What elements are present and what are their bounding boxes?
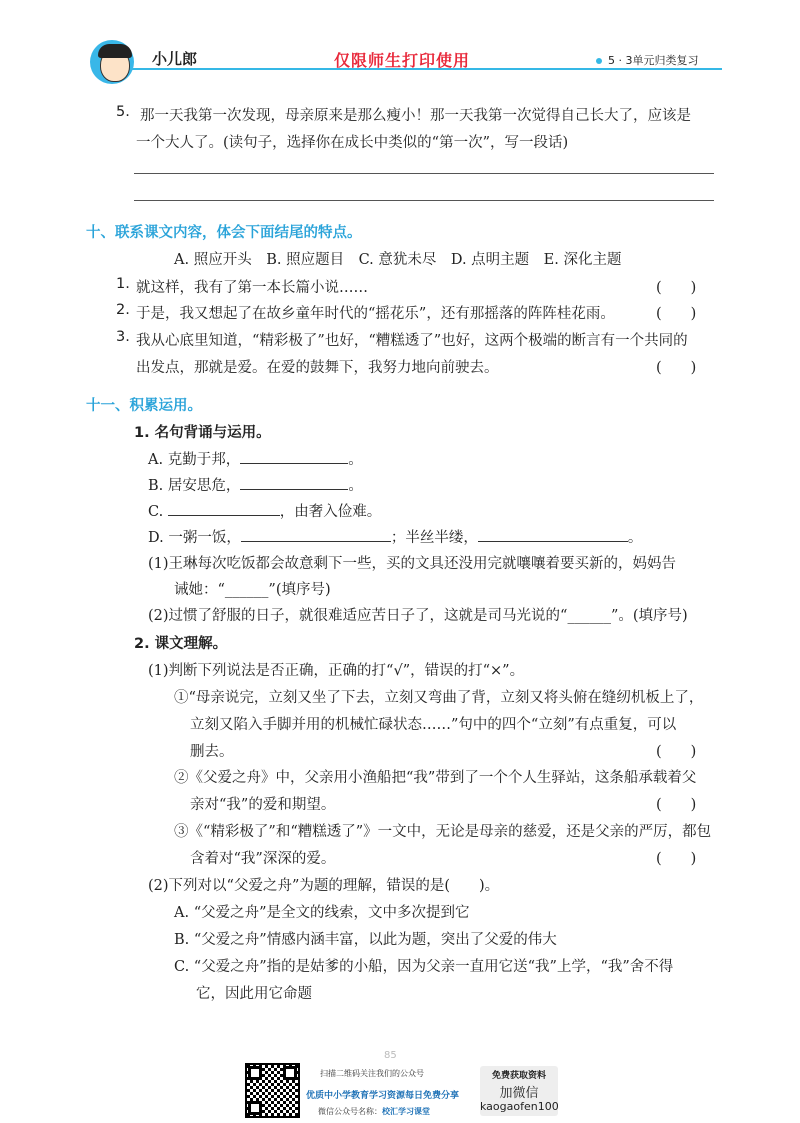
unit-label: 5 · 3单元归类复习 bbox=[608, 54, 699, 67]
part1-q1-line2[interactable]: 诫她：“______”(填序号) bbox=[174, 582, 331, 598]
s10-item2-answer[interactable]: ( ) bbox=[656, 306, 697, 322]
s10-item2-text: 于是，我又想起了在故乡童年时代的“摇花乐”，还有那摇落的阵阵桂花雨。 bbox=[136, 306, 615, 322]
quote-a-blank[interactable] bbox=[240, 450, 348, 464]
part1-q1-line1: (1)王琳每次吃饭都会故意剩下一些，买的文具还没用完就嚷嚷着要买新的，妈妈告 bbox=[148, 556, 677, 572]
s10-item1-text: 就这样，我有了第一本长篇小说…… bbox=[136, 280, 368, 296]
quote-b-end: 。 bbox=[348, 478, 363, 494]
section-11-heading: 十一、积累运用。 bbox=[86, 398, 202, 414]
quote-c bbox=[148, 500, 381, 520]
footer-box-big: 加微信 bbox=[499, 1086, 539, 1101]
judge3-line2: 含着对“我”深深的爱。 bbox=[190, 851, 336, 867]
q5-number: 5. bbox=[116, 104, 130, 120]
footer-share-line: 优质中小学教育学习资源每日免费分享 bbox=[306, 1091, 460, 1101]
quote-b-blank[interactable] bbox=[240, 476, 348, 490]
part2-judge-intro: (1)判断下列说法是否正确，正确的打“√”，错误的打“×”。 bbox=[148, 663, 525, 679]
mc-option-a[interactable]: A. “父爱之舟”是全文的线索，文中多次提到它 bbox=[174, 905, 470, 921]
quote-d-label: D. 一粥一饭， bbox=[148, 530, 241, 546]
section-10-options: A. 照应开头 B. 照应题目 C. 意犹未尽 D. 点明主题 E. 深化主题 bbox=[174, 252, 622, 268]
judge1-line3: 删去。 bbox=[190, 744, 234, 760]
s10-item3-text2: 出发点，那就是爱。在爱的鼓舞下，我努力地向前驶去。 bbox=[136, 360, 499, 376]
quote-d-blank-1[interactable] bbox=[241, 528, 391, 542]
judge2-answer[interactable]: ( ) bbox=[656, 797, 697, 813]
s10-item3-answer[interactable]: ( ) bbox=[656, 360, 697, 376]
footer-account-name: 校汇学习课堂 bbox=[382, 1107, 430, 1116]
q5-line1: 那一天我第一次发现，母亲原来是那么瘦小！那一天我第一次觉得自己长大了，应该是 bbox=[140, 108, 691, 124]
mc-option-c-line2: 它，因此用它命题 bbox=[196, 986, 312, 1002]
judge3-answer[interactable]: ( ) bbox=[656, 851, 697, 867]
answer-line-2[interactable] bbox=[134, 200, 714, 201]
mc-option-c-line1[interactable]: C. “父爱之舟”指的是姑爹的小船，因为父亲一直用它送“我”上学，“我”舍不得 bbox=[174, 959, 674, 975]
judge3-line1: ③《“精彩极了”和“糟糕透了”》一文中，无论是母亲的慈爱，还是父亲的严厉，都包 bbox=[174, 824, 712, 840]
quote-d-blank-2[interactable] bbox=[478, 528, 628, 542]
answer-line-1[interactable] bbox=[134, 173, 714, 174]
qr-code bbox=[245, 1063, 300, 1118]
s10-item1-number: 1. bbox=[116, 276, 130, 292]
footer-scan-hint: 扫描二维码关注我们的公众号 bbox=[320, 1069, 424, 1078]
footer-account-label: 微信公众号名称： bbox=[318, 1107, 382, 1116]
part1-q2-line[interactable]: (2)过惯了舒服的日子，就很难适应苦日子了，这就是司马光说的“______”。(填序号) bbox=[148, 608, 688, 624]
quote-d-mid: ；半丝半缕， bbox=[390, 530, 478, 546]
s10-item3-text: 我从心底里知道，“精彩极了”也好，“糟糕透了”也好，这两个极端的断言有一个共同的 bbox=[136, 333, 688, 349]
part1-title: 1. 名句背诵与运用。 bbox=[134, 425, 271, 441]
judge1-line1: ①“母亲说完，立刻又坐了下去，立刻又弯曲了背，立刻又将头俯在缝纫机板上了， bbox=[174, 690, 704, 706]
mascot-hair bbox=[98, 44, 132, 58]
quote-d bbox=[148, 526, 642, 546]
part2-mc-intro[interactable]: (2)下列对以“父爱之舟”为题的理解，错误的是( )。 bbox=[148, 878, 500, 894]
mc-option-b[interactable]: B. “父爱之舟”情感内涵丰富，以此为题，突出了父爱的伟大 bbox=[174, 932, 557, 948]
s10-item1-answer[interactable]: ( ) bbox=[656, 280, 697, 296]
quote-c-end: ，由奢入俭难。 bbox=[279, 504, 382, 520]
footer-box-id: kaogaofen100 bbox=[480, 1100, 559, 1113]
quote-c-blank[interactable] bbox=[168, 502, 280, 516]
judge2-line1: ②《父爱之舟》中，父亲用小渔船把“我”带到了一个个人生驿站，这条船承载着父 bbox=[174, 770, 697, 786]
quote-d-end: 。 bbox=[627, 530, 643, 546]
quote-a-label: A. 克勤于邦， bbox=[148, 452, 241, 468]
judge2-line2: 亲对“我”的爱和期望。 bbox=[190, 797, 336, 813]
qr-corner-tl bbox=[248, 1066, 262, 1080]
judge1-answer[interactable]: ( ) bbox=[656, 744, 697, 760]
section-10-heading: 十、联系课文内容，体会下面结尾的特点。 bbox=[86, 225, 362, 241]
qr-corner-tr bbox=[283, 1066, 297, 1080]
part2-title: 2. 课文理解。 bbox=[134, 636, 228, 652]
quote-a bbox=[148, 448, 363, 468]
judge1-line2: 立刻又陷入手脚并用的机械忙碌状态……”句中的四个“立刻”有点重复，可以 bbox=[190, 717, 677, 733]
footer-account bbox=[318, 1106, 430, 1117]
s10-item3-number: 3. bbox=[116, 329, 130, 345]
quote-b-label: B. 居安思危， bbox=[148, 478, 241, 494]
unit-dot-icon bbox=[596, 58, 602, 64]
quote-c-label: C. bbox=[148, 504, 164, 520]
footer-box-title: 免费获取资料 bbox=[491, 1071, 546, 1081]
print-notice-title: 仅限师生打印使用 bbox=[334, 51, 471, 70]
quote-a-end: 。 bbox=[348, 452, 363, 468]
q5-line2: 一个大人了。(读句子，选择你在成长中类似的“第一次”，写一段话) bbox=[136, 135, 569, 151]
page-number: 85 bbox=[384, 1050, 397, 1061]
quote-b bbox=[148, 474, 363, 494]
s10-item2-number: 2. bbox=[116, 302, 130, 318]
qr-corner-bl bbox=[248, 1101, 262, 1115]
brand-name: 小儿郎 bbox=[152, 50, 198, 68]
